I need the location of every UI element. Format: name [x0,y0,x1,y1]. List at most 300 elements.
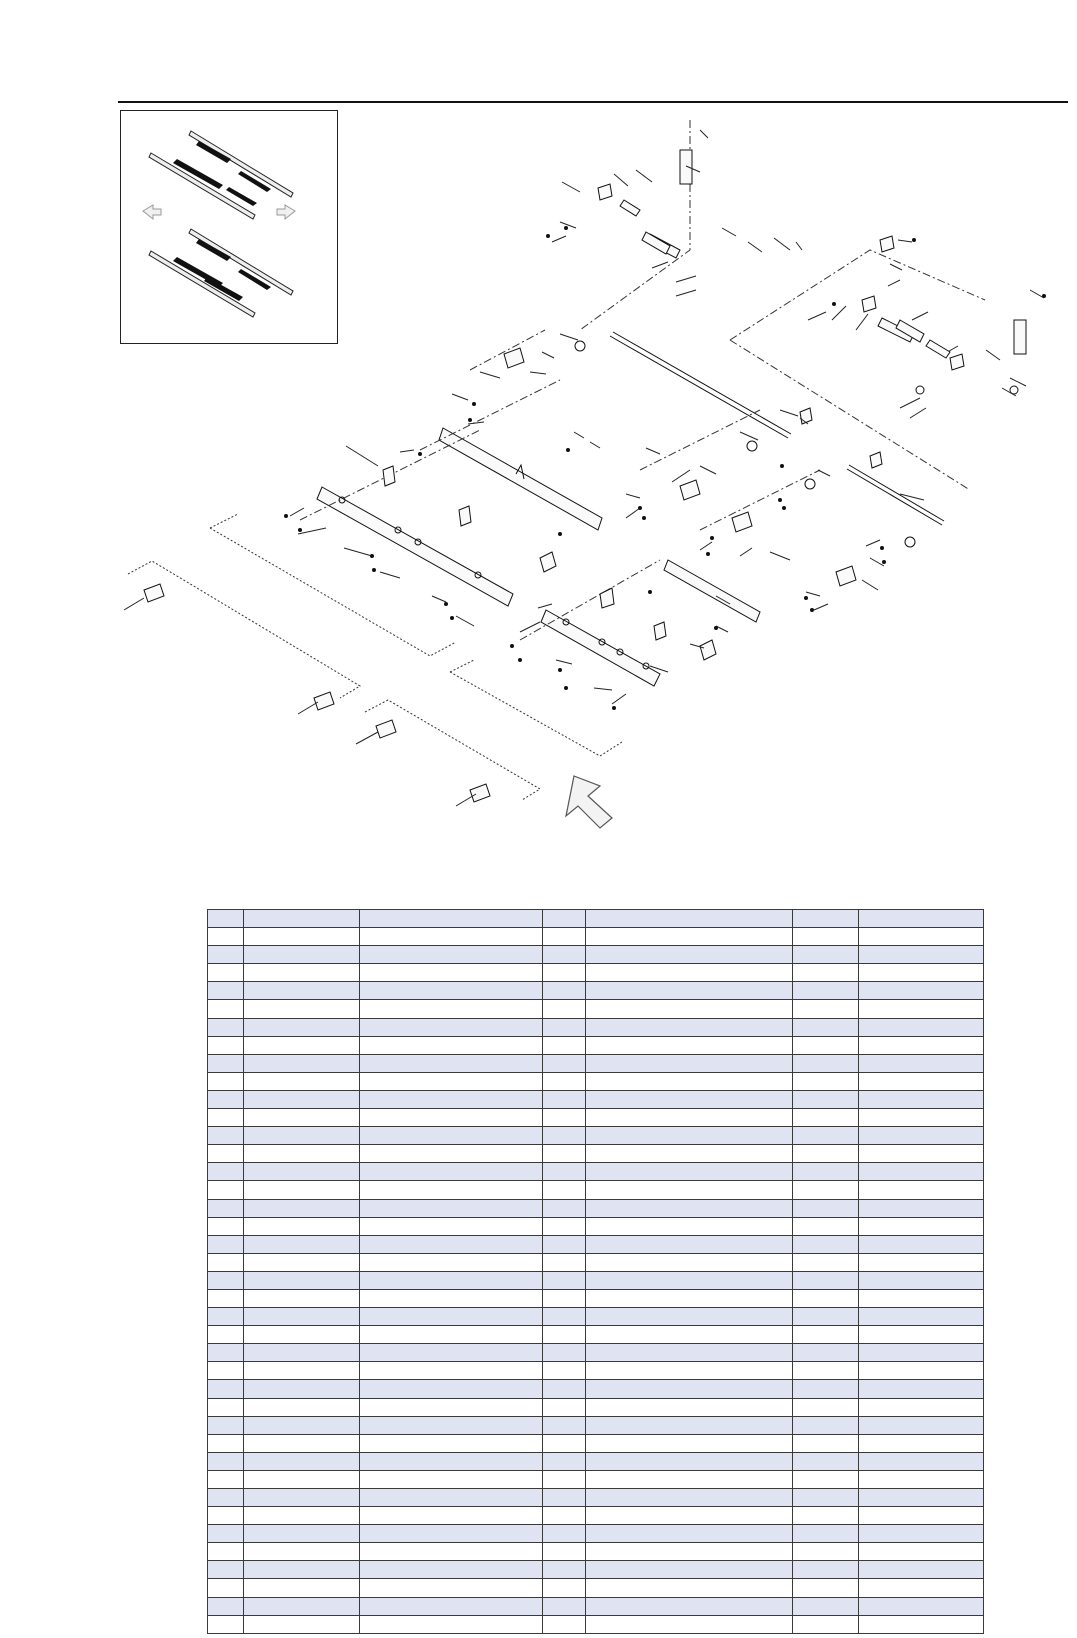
table-row [208,1018,984,1036]
table-cell [244,1235,360,1253]
table-cell [208,1507,244,1525]
table-cell [793,1362,859,1380]
table-cell [543,1561,586,1579]
table-cell [360,1072,543,1090]
table-cell [360,1000,543,1018]
table-cell [543,1289,586,1307]
table-cell [360,1253,543,1271]
table-cell [244,1109,360,1127]
table-cell [208,1525,244,1543]
table-cell [244,1163,360,1181]
table-cell [586,1362,793,1380]
table-cell [586,1109,793,1127]
table-row [208,1199,984,1217]
table-cell [244,1597,360,1615]
table-cell [859,946,984,964]
table-row [208,1127,984,1145]
table-cell [244,1452,360,1470]
table-cell [859,1217,984,1235]
table-cell [543,1507,586,1525]
table-cell [543,1398,586,1416]
table-cell [586,1271,793,1289]
table-cell [543,1489,586,1507]
table-cell [543,1145,586,1163]
table-cell [859,1579,984,1597]
table-cell [859,1489,984,1507]
table-cell [360,1181,543,1199]
table-cell [793,1090,859,1108]
table-cell [793,946,859,964]
table-cell [244,1289,360,1307]
table-cell [586,1289,793,1307]
table-cell [586,1253,793,1271]
table-row [208,1525,984,1543]
table-cell [859,1561,984,1579]
table-cell [244,1416,360,1434]
table-cell [586,1525,793,1543]
table-cell [360,1326,543,1344]
table-cell [244,1489,360,1507]
table-cell [793,1181,859,1199]
table-cell [859,1344,984,1362]
table-cell [208,1344,244,1362]
table-cell [543,1525,586,1543]
table-cell [543,1181,586,1199]
table-cell [586,1054,793,1072]
table-cell [859,1090,984,1108]
table-row [208,1561,984,1579]
table-row [208,982,984,1000]
table-cell [244,1145,360,1163]
table-cell [244,1054,360,1072]
parts-list-table [207,909,984,1634]
right-bar [664,560,760,622]
table-cell [208,1235,244,1253]
table-row [208,1253,984,1271]
table-cell [586,1470,793,1488]
table-cell [360,910,543,928]
table-cell [543,1109,586,1127]
table-cell [793,1543,859,1561]
table-cell [360,1380,543,1398]
table-cell [586,1579,793,1597]
table-cell [244,1561,360,1579]
table-cell [586,1489,793,1507]
table-row [208,1000,984,1018]
table-cell [360,1489,543,1507]
table-cell [208,1434,244,1452]
table-cell [859,1127,984,1145]
table-cell [586,1452,793,1470]
table-cell [793,1072,859,1090]
table-cell [360,964,543,982]
table-cell [244,1090,360,1108]
table-row [208,928,984,946]
table-row [208,1145,984,1163]
table-cell [208,1326,244,1344]
table-cell [793,1000,859,1018]
table-cell [793,1054,859,1072]
table-cell [793,1145,859,1163]
table-cell [793,1127,859,1145]
table-cell [208,1109,244,1127]
table-cell [208,1018,244,1036]
table-cell [859,982,984,1000]
table-cell [543,1054,586,1072]
table-cell [793,1597,859,1615]
table-cell [586,1163,793,1181]
table-row [208,1615,984,1633]
table-cell [543,1579,586,1597]
table-cell [586,1000,793,1018]
table-row [208,1380,984,1398]
table-cell [543,964,586,982]
right-rod [847,465,944,525]
lower-plate [541,610,660,686]
table-cell [208,1199,244,1217]
table-cell [586,1036,793,1054]
table-cell [859,1326,984,1344]
table-cell [859,1253,984,1271]
table-cell [859,1145,984,1163]
table-cell [543,1434,586,1452]
table-cell [586,1308,793,1326]
table-cell [208,982,244,1000]
table-cell [244,982,360,1000]
table-cell [208,1163,244,1181]
table-cell [208,964,244,982]
table-cell [360,1018,543,1036]
table-cell [208,1489,244,1507]
table-cell [208,1072,244,1090]
table-row [208,1434,984,1452]
table-cell [360,1289,543,1307]
table-cell [208,1127,244,1145]
table-cell [360,1163,543,1181]
table-cell [793,1018,859,1036]
table-cell [793,1579,859,1597]
table-cell [859,1054,984,1072]
table-row [208,1597,984,1615]
table-cell [244,1344,360,1362]
table-cell [793,1109,859,1127]
table-cell [360,1109,543,1127]
table-cell [244,1579,360,1597]
table-cell [543,1163,586,1181]
table-cell [360,1235,543,1253]
table-cell [859,1470,984,1488]
table-cell [793,964,859,982]
table-cell [543,1416,586,1434]
table-cell [586,1217,793,1235]
table-cell [244,1434,360,1452]
table-cell [586,1543,793,1561]
table-cell [244,1271,360,1289]
table-cell [793,1416,859,1434]
table-cell [543,1235,586,1253]
table-row [208,1507,984,1525]
parts-list-body [208,910,984,1634]
table-cell [859,1507,984,1525]
table-cell [244,946,360,964]
table-row [208,1398,984,1416]
table-row [208,1072,984,1090]
table-cell [360,1597,543,1615]
table-row [208,1036,984,1054]
table-cell [543,1018,586,1036]
table-cell [360,1036,543,1054]
table-cell [244,1615,360,1633]
table-cell [586,1090,793,1108]
table-cell [586,928,793,946]
table-cell [586,1326,793,1344]
table-cell [244,1398,360,1416]
table-cell [859,1398,984,1416]
table-cell [793,1163,859,1181]
table-cell [208,1253,244,1271]
table-cell [208,1362,244,1380]
table-cell [244,1380,360,1398]
table-row [208,1579,984,1597]
table-cell [859,1543,984,1561]
table-row [208,1344,984,1362]
table-row [208,1308,984,1326]
table-cell [360,1398,543,1416]
table-cell [793,1615,859,1633]
table-cell [793,1199,859,1217]
table-cell [793,910,859,928]
table-cell [586,964,793,982]
table-cell [859,1000,984,1018]
table-cell [793,982,859,1000]
table-cell [208,1597,244,1615]
table-cell [859,1434,984,1452]
table-cell [360,928,543,946]
table-cell [360,1199,543,1217]
table-cell [586,1018,793,1036]
table-row [208,1271,984,1289]
table-cell [586,1344,793,1362]
table-cell [208,1181,244,1199]
table-cell [244,1507,360,1525]
table-cell [208,1398,244,1416]
table-cell [543,1452,586,1470]
table-cell [859,1235,984,1253]
table-cell [793,1036,859,1054]
table-cell [586,1597,793,1615]
table-cell [543,1470,586,1488]
table-cell [793,1289,859,1307]
table-cell [208,1308,244,1326]
table-cell [543,1543,586,1561]
table-row [208,1163,984,1181]
table-cell [543,928,586,946]
table-cell [543,1253,586,1271]
table-cell [859,1452,984,1470]
table-cell [793,1398,859,1416]
table-cell [586,1235,793,1253]
table-row [208,1470,984,1488]
table-cell [543,946,586,964]
table-cell [208,1416,244,1434]
table-cell [543,1217,586,1235]
table-cell [586,946,793,964]
table-cell [360,1127,543,1145]
table-cell [586,1507,793,1525]
table-row [208,1090,984,1108]
table-cell [543,1199,586,1217]
table-cell [586,1434,793,1452]
table-cell [586,1416,793,1434]
table-cell [793,928,859,946]
table-cell [793,1344,859,1362]
table-cell [859,910,984,928]
table-cell [244,1199,360,1217]
table-row [208,946,984,964]
table-cell [360,1434,543,1452]
table-row [208,1235,984,1253]
table-cell [208,1054,244,1072]
table-cell [859,1525,984,1543]
table-cell [793,1525,859,1543]
table-cell [244,910,360,928]
table-cell [360,1543,543,1561]
table-cell [543,1127,586,1145]
table-cell [360,1416,543,1434]
table-cell [859,1597,984,1615]
table-cell [793,1470,859,1488]
table-cell [360,1090,543,1108]
table-cell [208,946,244,964]
table-cell [360,982,543,1000]
table-cell [859,1271,984,1289]
table-cell [360,1561,543,1579]
table-cell [208,1561,244,1579]
table-cell [586,1561,793,1579]
table-cell [208,1145,244,1163]
table-cell [208,1289,244,1307]
table-cell [360,1271,543,1289]
table-cell [244,964,360,982]
table-cell [360,1217,543,1235]
table-cell [793,1271,859,1289]
table-cell [586,1145,793,1163]
table-row [208,1543,984,1561]
table-cell [208,1615,244,1633]
table-cell [586,910,793,928]
table-cell [244,1181,360,1199]
table-cell [360,1615,543,1633]
table-cell [543,1000,586,1018]
table-cell [244,1036,360,1054]
table-cell [793,1217,859,1235]
table-row [208,1362,984,1380]
table-cell [859,1036,984,1054]
upper-rod [610,332,791,438]
table-cell [360,1470,543,1488]
table-cell [360,1054,543,1072]
table-cell [543,1308,586,1326]
table-cell [244,1543,360,1561]
table-cell [360,1525,543,1543]
table-cell [208,1090,244,1108]
table-cell [586,982,793,1000]
table-cell [208,1036,244,1054]
table-cell [543,982,586,1000]
table-cell [859,1018,984,1036]
table-cell [543,1344,586,1362]
table-cell [793,1326,859,1344]
table-row [208,1416,984,1434]
table-cell [859,1109,984,1127]
table-cell [859,1362,984,1380]
table-cell [244,1525,360,1543]
table-cell [208,1452,244,1470]
table-cell [859,1163,984,1181]
table-cell [360,1579,543,1597]
table-cell [859,1199,984,1217]
table-row [208,1109,984,1127]
table-cell [793,1253,859,1271]
table-row [208,1452,984,1470]
table-row [208,1054,984,1072]
table-row [208,910,984,928]
table-cell [859,1308,984,1326]
table-cell [543,1072,586,1090]
table-cell [244,1326,360,1344]
table-cell [543,1597,586,1615]
table-cell [859,964,984,982]
table-cell [208,1380,244,1398]
table-cell [244,1308,360,1326]
table-cell [793,1489,859,1507]
table-cell [543,1380,586,1398]
table-cell [360,946,543,964]
table-cell [586,1380,793,1398]
table-cell [244,1362,360,1380]
table-cell [793,1308,859,1326]
table-cell [586,1615,793,1633]
table-cell [793,1507,859,1525]
table-cell [360,1507,543,1525]
table-row [208,1326,984,1344]
table-cell [859,1416,984,1434]
table-cell [208,1579,244,1597]
table-cell [859,928,984,946]
table-row [208,964,984,982]
table-cell [586,1072,793,1090]
table-cell [208,1470,244,1488]
table-cell [208,1543,244,1561]
table-cell [360,1362,543,1380]
table-cell [360,1452,543,1470]
table-cell [859,1289,984,1307]
table-cell [244,1217,360,1235]
table-cell [360,1145,543,1163]
table-cell [208,928,244,946]
table-row [208,1289,984,1307]
table-cell [859,1072,984,1090]
table-cell [543,1326,586,1344]
table-cell [360,1308,543,1326]
table-cell [586,1398,793,1416]
table-cell [543,1362,586,1380]
table-cell [208,910,244,928]
table-row [208,1181,984,1199]
table-cell [586,1181,793,1199]
table-cell [859,1181,984,1199]
table-cell [793,1235,859,1253]
